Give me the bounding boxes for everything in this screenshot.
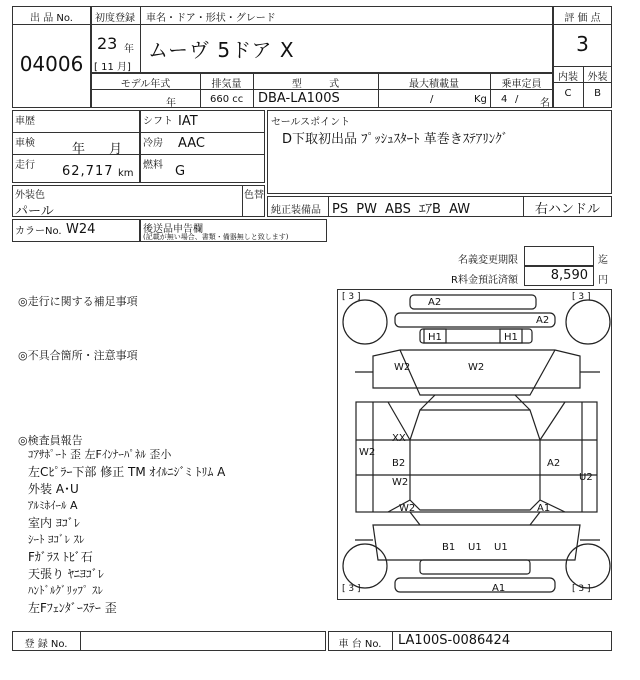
sales-point-value: D下取初出品 ﾌﾟｯｼｭｽﾀｰﾄ 革巻きｽﾃｱﾘﾝｸﾞ: [282, 132, 509, 147]
interior-grade: C: [564, 88, 572, 99]
capacity-sep: /: [515, 94, 519, 105]
color-change-label: 色替: [244, 190, 264, 201]
exterior-label: 外装: [587, 72, 608, 83]
damage-mark: H1: [428, 332, 442, 343]
inspector-line: ﾊﾝﾄﾞﾙｸﾞﾘｯﾌﾟ ｽﾚ: [28, 584, 103, 597]
model-year-unit: 年: [166, 98, 176, 109]
inspector-lines: [28, 446, 225, 616]
damage-mark: B2: [392, 458, 406, 469]
damage-mark: W2: [394, 362, 411, 373]
inspector-line: Fｶﾞﾗｽ ﾄﾋﾞ石: [28, 550, 93, 564]
inspection-label: 車検: [15, 138, 35, 149]
exterior-color-label: 外装色: [15, 190, 45, 201]
chassis-label: 車 台 No.: [338, 639, 382, 650]
inspector-line: 左Cﾋﾟﾗｰ下部 修正 TM ｵｲﾙﾆｼﾞﾐ ﾄﾘﾑ A: [28, 465, 226, 479]
chassis-value: LA100S-0086424: [398, 633, 511, 648]
post-docs-label: 後送品申告欄: [143, 224, 203, 235]
exterior-grade: B: [594, 88, 601, 99]
damage-mark: W2: [392, 477, 409, 488]
car-name-label: 車名・ドア・形状・グレード: [146, 13, 276, 24]
color-no-label: カラーNo.: [15, 226, 62, 237]
sales-point-label: セールスポイント: [271, 117, 351, 128]
displacement-value: 660 cc: [210, 94, 244, 105]
shift-value: IAT: [178, 114, 198, 129]
type-value: DBA-LA100S: [258, 91, 340, 106]
damage-mark: U2: [579, 472, 593, 483]
post-docs-note: (記載が無い場合、書類・備器無しと致します): [143, 233, 289, 241]
damage-mark: A2: [428, 297, 442, 308]
name-change-unit: 迄: [598, 255, 608, 266]
corner-mark: [ 3 ]: [342, 292, 361, 302]
displacement-label: 排気量: [211, 79, 242, 90]
max-load-unit: Kg: [474, 94, 487, 105]
exterior-color-value: パール: [15, 204, 54, 219]
damage-mark: W2: [468, 362, 485, 373]
damage-mark: A1: [492, 583, 506, 594]
lot-label: 出 品 No.: [30, 13, 73, 24]
damage-mark: XX: [392, 433, 406, 444]
year-unit: 年: [124, 44, 134, 55]
ac-value: AAC: [178, 136, 205, 151]
mileage-value: 62,717: [62, 164, 114, 179]
grade-value: 3: [576, 32, 589, 56]
damage-mark: A2: [536, 315, 550, 326]
interior-label: 内装: [558, 72, 578, 83]
history-label: 車歴: [15, 116, 35, 127]
mileage-unit: km: [118, 168, 134, 179]
defects-label: ◎不具合箇所・注意事項: [18, 349, 138, 362]
reg-no-label: 登 録 No.: [24, 639, 68, 650]
damage-mark: W2: [359, 447, 376, 458]
fuel-value: G: [175, 164, 186, 179]
inspector-line: 室内 ﾖｺﾞﾚ: [28, 516, 80, 530]
car-diagram-frame: [337, 289, 612, 600]
damage-mark: H1: [504, 332, 518, 343]
equipment-label: 純正装備品: [271, 205, 321, 216]
capacity-unit: 名: [540, 98, 550, 109]
equipment-value: PS PW ABS ｴｱB AW: [332, 202, 471, 217]
corner-mark: [ 3 ]: [572, 584, 591, 594]
inspector-label: ◎検査員報告: [18, 434, 83, 447]
recycle-label: R料金預託済額: [451, 275, 518, 286]
inspection-value: 年 月: [72, 142, 123, 157]
inspector-line: 外装 A･U: [28, 482, 79, 496]
ac-label: 冷房: [143, 138, 163, 149]
first-reg-label: 初度登録: [95, 13, 135, 24]
first-reg-year: 23: [97, 34, 118, 53]
mileage-label: 走行: [15, 160, 35, 171]
recycle-unit: 円: [598, 275, 608, 286]
name-change-label: 名義変更期限: [458, 255, 518, 266]
name-change-box: [524, 246, 594, 266]
steering-value: 右ハンドル: [534, 202, 600, 217]
capacity-value: 4: [501, 94, 508, 105]
lot-number: 04006: [19, 52, 84, 76]
driving-notes-label: ◎走行に関する補足事項: [18, 295, 138, 308]
damage-mark: A2: [547, 458, 561, 469]
car-name: ムーヴ 5ドア X: [148, 38, 295, 62]
inspector-line: ｼｰﾄ ﾖｺﾞﾚ ｽﾚ: [28, 533, 85, 546]
damage-mark: W2: [399, 503, 416, 514]
damage-mark: U1: [468, 542, 482, 553]
inspector-line: 天張り ﾔﾆﾖｺﾞﾚ: [28, 567, 104, 581]
max-load-sep: /: [430, 94, 434, 105]
color-no-value: W24: [66, 222, 96, 237]
inspector-line: 左Fﾌｪﾝﾀﾞｰｽﾃｰ 歪: [28, 601, 117, 615]
inspector-line: ｱﾙﾐﾎｲｰﾙ A: [28, 499, 78, 512]
inspector-line: ｺｱｻﾎﾟｰﾄ 歪 左Fｲﾝﾅｰﾊﾟﾈﾙ 歪小: [28, 448, 172, 461]
grade-label: 評 価 点: [564, 13, 601, 24]
first-reg-month: [ 11 月]: [94, 62, 131, 73]
type-label: 型 式: [291, 79, 340, 90]
damage-mark: A1: [537, 503, 551, 514]
capacity-label: 乗車定員: [501, 79, 542, 90]
recycle-amount: 8,590: [550, 268, 588, 283]
max-load-label: 最大積載量: [409, 79, 459, 90]
corner-mark: [ 3 ]: [342, 584, 361, 594]
shift-label: シフト: [143, 116, 173, 127]
damage-mark: U1: [494, 542, 508, 553]
fuel-label: 燃料: [143, 160, 163, 171]
damage-mark: B1: [442, 542, 456, 553]
model-year-label: モデル年式: [120, 79, 171, 90]
corner-mark: [ 3 ]: [572, 292, 591, 302]
